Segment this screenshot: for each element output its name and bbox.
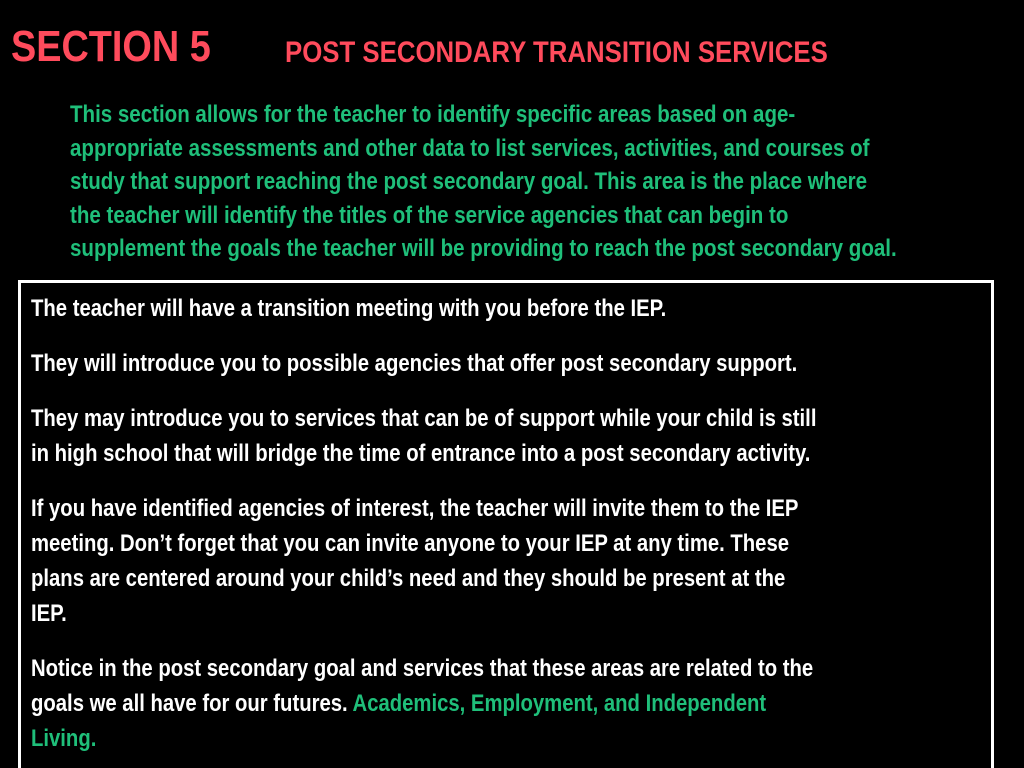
info-box (18, 280, 994, 768)
slide-title (11, 22, 828, 72)
info-text: Notice in the post secondary goal and services that these areas are related to the (31, 655, 814, 682)
info-text: They will introduce you to possible agencies that offer post secondary support. (31, 350, 798, 377)
intro-line: appropriate assessments and other data to list services, activities, and courses of (70, 134, 870, 162)
info-box-content (31, 291, 977, 768)
info-paragraph-agencies (31, 346, 977, 381)
info-paragraph-transition-meeting (31, 291, 977, 326)
info-paragraph-services (31, 401, 977, 471)
info-text: plans are centered around your child’s need and they should be present at the (31, 565, 786, 592)
intro-line: the teacher will identify the titles of the service agencies that can begin to (70, 201, 789, 229)
section-number-heading: SECTION 5 (11, 22, 211, 71)
section-subtitle-heading: POST SECONDARY TRANSITION SERVICES (285, 36, 828, 69)
info-text: IEP. (31, 600, 67, 627)
info-text: in high school that will bridge the time of entrance into a post secondary activity. (31, 440, 811, 467)
highlight-text: Academics, Employment, and Independent (352, 690, 767, 717)
info-text: They may introduce you to services that can be of support while your child is still (31, 405, 817, 432)
intro-line: supplement the goals the teacher will be providing to reach the post secondary goal. (70, 235, 897, 262)
info-text: meeting. Don’t forget that you can invite anyone to your IEP at any time. These (31, 530, 790, 557)
info-text: If you have identified agencies of interest, the teacher will invite them to the IEP (31, 495, 799, 522)
highlight-text: Living. (31, 725, 97, 752)
intro-line: This section allows for the teacher to identify specific areas based on age- (70, 101, 796, 128)
info-paragraph-goals (31, 651, 977, 756)
info-text: The teacher will have a transition meeting with you before the IEP. (31, 295, 667, 322)
intro-paragraph (70, 98, 1011, 266)
info-text: goals we all have for our futures. (31, 690, 353, 717)
info-paragraph-invite (31, 491, 977, 631)
intro-line: study that support reaching the post secondary goal. This area is the place where (70, 168, 868, 195)
